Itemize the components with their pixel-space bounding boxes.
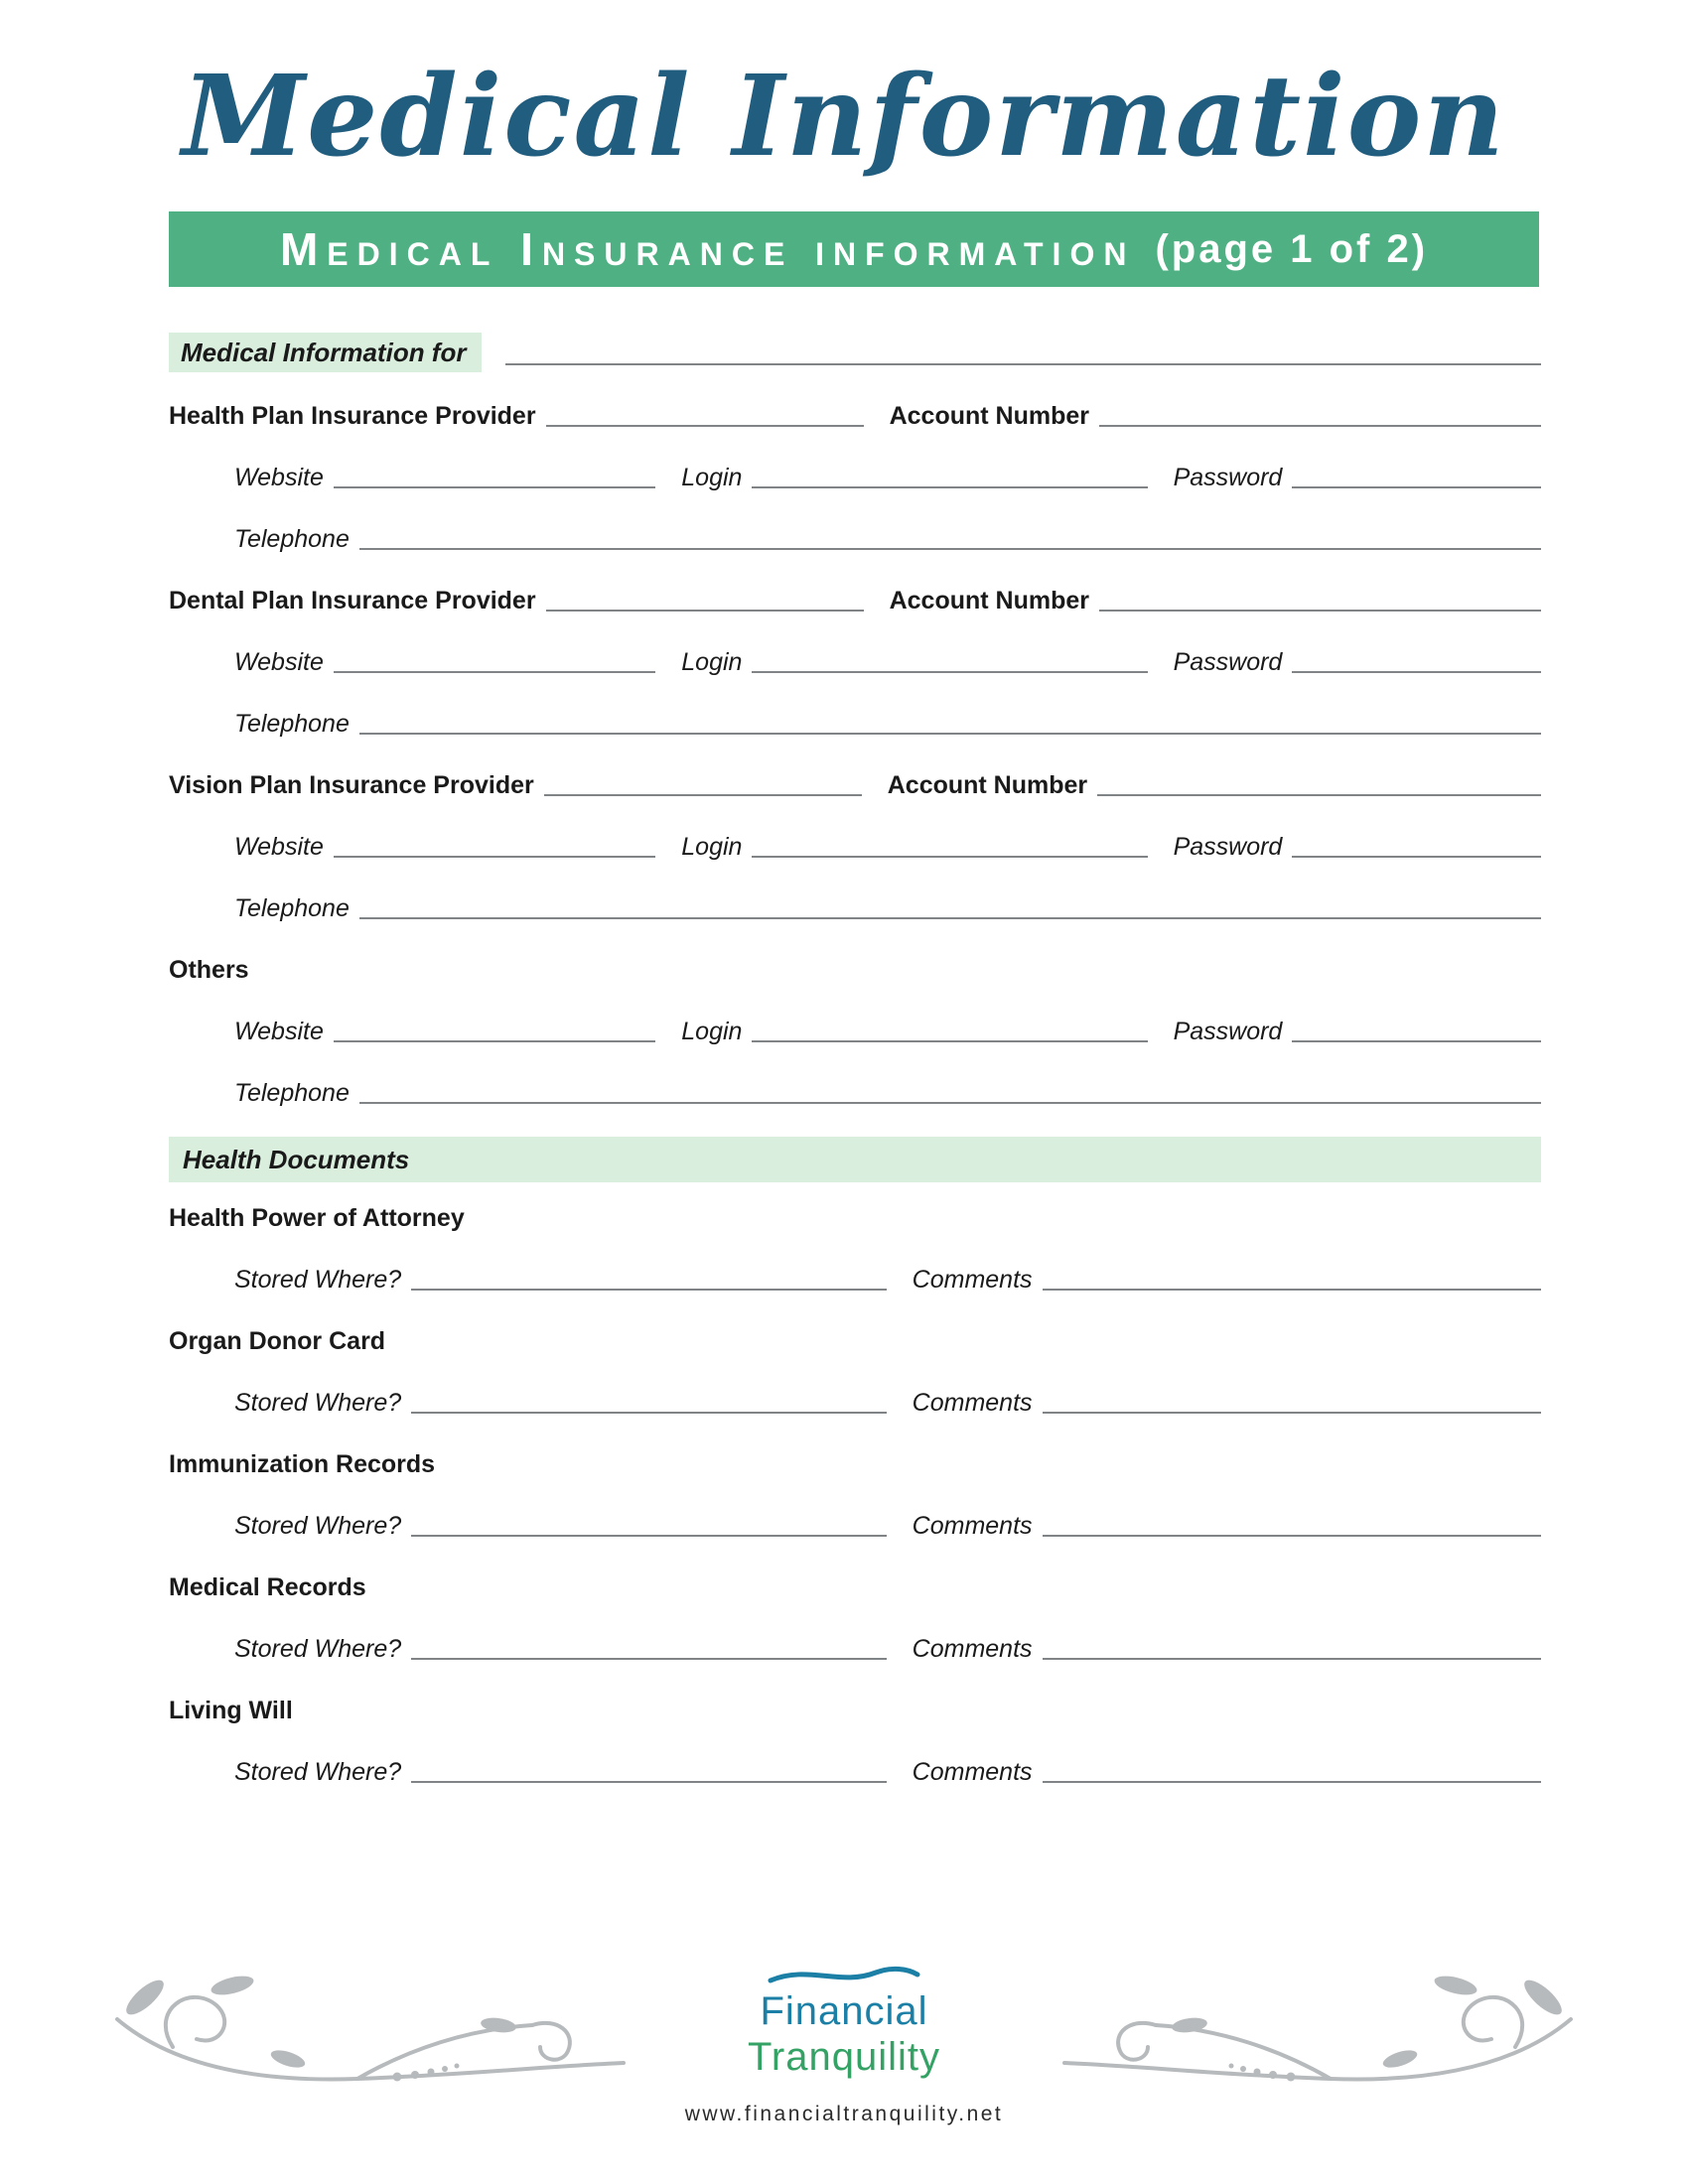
document-name: Medical Records (169, 1573, 366, 1602)
provider-field[interactable] (546, 405, 864, 427)
telephone-label: Telephone (234, 894, 350, 923)
password-field[interactable] (1292, 651, 1541, 673)
page-footer (0, 1963, 1688, 2126)
others-section (169, 952, 1541, 1111)
account-number-label: Account Number (889, 587, 1089, 615)
document-name-row (169, 1693, 1541, 1728)
password-field[interactable] (1292, 836, 1541, 858)
banner-title: Medical Insurance information (279, 223, 1136, 276)
stored-where-label: Stored Where? (234, 1266, 402, 1295)
comments-label: Comments (912, 1512, 1033, 1541)
website-field[interactable] (334, 1021, 655, 1042)
telephone-row (169, 890, 1541, 926)
password-label: Password (1173, 1018, 1283, 1046)
password-label: Password (1173, 464, 1283, 492)
provider-row (169, 952, 1541, 988)
comments-field[interactable] (1043, 1515, 1541, 1537)
stored-comments-row (169, 1631, 1541, 1667)
document-name: Living Will (169, 1697, 293, 1725)
telephone-field[interactable] (359, 528, 1541, 550)
comments-field[interactable] (1043, 1761, 1541, 1783)
login-label: Login (681, 464, 743, 492)
document-name-row (169, 1323, 1541, 1359)
login-field[interactable] (752, 836, 1147, 858)
website-label: Website (234, 464, 324, 492)
provider-row (169, 767, 1541, 803)
telephone-label: Telephone (234, 1079, 350, 1108)
password-field[interactable] (1292, 467, 1541, 488)
dental-plan-section (169, 583, 1541, 742)
provider-row (169, 398, 1541, 434)
password-label: Password (1173, 833, 1283, 862)
telephone-label: Telephone (234, 525, 350, 554)
website-label: Website (234, 648, 324, 677)
stored-comments-row (169, 1385, 1541, 1421)
others-label: Others (169, 956, 249, 985)
document-item (169, 1323, 1541, 1421)
document-name: Organ Donor Card (169, 1327, 386, 1356)
document-name: Health Power of Attorney (169, 1204, 465, 1233)
stored-where-label: Stored Where? (234, 1758, 402, 1787)
telephone-row (169, 706, 1541, 742)
document-name: Immunization Records (169, 1450, 436, 1479)
page-title: Medical Information (182, 52, 1506, 182)
stored-where-field[interactable] (411, 1269, 887, 1291)
telephone-field[interactable] (359, 713, 1541, 735)
vine-flourish-left-icon (109, 1968, 626, 2121)
login-field[interactable] (752, 467, 1147, 488)
telephone-label: Telephone (234, 710, 350, 739)
brand-logo (685, 1963, 1004, 2126)
health-plan-section (169, 398, 1541, 557)
account-number-label: Account Number (887, 771, 1088, 800)
website-label: Website (234, 833, 324, 862)
comments-label: Comments (912, 1635, 1033, 1664)
account-number-label: Account Number (889, 402, 1089, 431)
stored-comments-row (169, 1262, 1541, 1297)
password-field[interactable] (1292, 1021, 1541, 1042)
website-field[interactable] (334, 467, 655, 488)
stored-comments-row (169, 1754, 1541, 1790)
website-login-password-row (169, 460, 1541, 495)
comments-label: Comments (912, 1758, 1033, 1787)
document-item (169, 1693, 1541, 1790)
medical-information-for-label: Medical Information for (169, 333, 482, 372)
document-name-row (169, 1446, 1541, 1482)
stored-where-field[interactable] (411, 1515, 887, 1537)
health-documents-heading-label: Health Documents (183, 1144, 410, 1174)
provider-row (169, 583, 1541, 618)
comments-label: Comments (912, 1389, 1033, 1418)
stored-where-label: Stored Where? (234, 1389, 402, 1418)
provider-label: Dental Plan Insurance Provider (169, 587, 536, 615)
document-name-row (169, 1200, 1541, 1236)
comments-field[interactable] (1043, 1638, 1541, 1660)
telephone-row (169, 521, 1541, 557)
login-field[interactable] (752, 1021, 1147, 1042)
website-login-password-row (169, 829, 1541, 865)
comments-field[interactable] (1043, 1269, 1541, 1291)
document-item (169, 1200, 1541, 1297)
vision-plan-section (169, 767, 1541, 926)
telephone-field[interactable] (359, 1082, 1541, 1104)
stored-where-label: Stored Where? (234, 1635, 402, 1664)
provider-field[interactable] (544, 774, 862, 796)
section-banner (169, 211, 1539, 287)
website-login-password-row (169, 644, 1541, 680)
login-label: Login (681, 1018, 743, 1046)
telephone-row (169, 1075, 1541, 1111)
provider-label: Vision Plan Insurance Provider (169, 771, 534, 800)
password-label: Password (1173, 648, 1283, 677)
account-number-field[interactable] (1099, 590, 1541, 612)
login-label: Login (681, 833, 743, 862)
medical-information-for-field[interactable] (505, 343, 1541, 365)
form-content (169, 333, 1541, 1790)
website-field[interactable] (334, 651, 655, 673)
telephone-field[interactable] (359, 897, 1541, 919)
comments-field[interactable] (1043, 1392, 1541, 1414)
stored-where-field[interactable] (411, 1638, 887, 1660)
website-field[interactable] (334, 836, 655, 858)
brand-name-bottom: Tranquility (747, 2035, 940, 2079)
stored-where-field[interactable] (411, 1392, 887, 1414)
provider-label: Health Plan Insurance Provider (169, 402, 536, 431)
provider-field[interactable] (546, 590, 864, 612)
brand-name-top: Financial (760, 1989, 928, 2033)
login-field[interactable] (752, 651, 1147, 673)
health-documents-heading (169, 1137, 1541, 1182)
account-number-field[interactable] (1097, 774, 1541, 796)
account-number-field[interactable] (1099, 405, 1541, 427)
document-item (169, 1446, 1541, 1544)
website-url: www.financialtranquility.net (684, 2103, 1004, 2125)
document-item (169, 1570, 1541, 1667)
website-label: Website (234, 1018, 324, 1046)
stored-comments-row (169, 1508, 1541, 1544)
website-login-password-row (169, 1014, 1541, 1049)
login-label: Login (681, 648, 743, 677)
vine-flourish-right-icon (1062, 1968, 1579, 2121)
medical-information-for-row (169, 333, 1541, 372)
comments-label: Comments (912, 1266, 1033, 1295)
stored-where-field[interactable] (411, 1761, 887, 1783)
banner-page-indicator: (page 1 of 2) (1155, 226, 1429, 271)
stored-where-label: Stored Where? (234, 1512, 402, 1541)
document-name-row (169, 1570, 1541, 1605)
